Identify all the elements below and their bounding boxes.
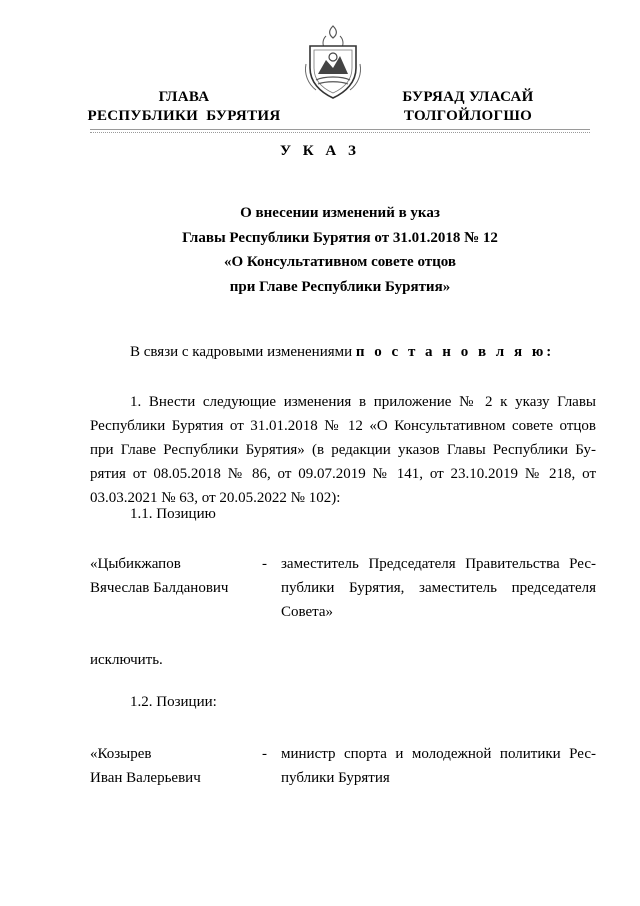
- exclude-text: исключить.: [90, 652, 163, 668]
- coat-of-arms-buryatia-icon: [302, 24, 364, 100]
- preamble: [90, 340, 596, 364]
- item-1-paragraph: [90, 390, 596, 510]
- name-line: «Козырев: [90, 746, 152, 762]
- role-line: Совета»: [281, 604, 334, 620]
- paragraph-line: 1. Внести следующие изменения в приложение № 2 к указу Главы: [130, 394, 596, 410]
- authority-name-buryat: [388, 88, 548, 126]
- title-line: «О Консультативном совете отцов: [223, 254, 456, 270]
- role-line: министр спорта и молодежной политики Рес-: [281, 746, 596, 762]
- name-line: «Цыбикжапов: [90, 556, 181, 572]
- paragraph-line: 03.03.2021 № 63, от 20.05.2022 № 102):: [90, 490, 341, 506]
- title-line: при Главе Республики Бурятия»: [229, 278, 451, 295]
- document-type: У К А З: [280, 143, 360, 159]
- name-line: Иван Валерьевич: [90, 770, 201, 786]
- paragraph-line: Республики Бурятия от 31.01.2018 № 12 «О Консультативном совете отцов: [90, 418, 596, 434]
- person-name: [90, 552, 260, 600]
- subitem-1-2: 1.2. Позиции:: [130, 694, 217, 710]
- authority-line: РЕСПУБЛИКИ БУРЯТИЯ: [87, 108, 281, 124]
- person-role: [281, 742, 596, 790]
- paragraph-line: при Главе Республики Бурятия» (в редакции указов Главы Республики Бу-: [90, 442, 596, 458]
- header-divider: [90, 129, 590, 130]
- entry-dash: -: [262, 746, 267, 762]
- role-line: публики Бурятия, заместитель председателя: [281, 580, 596, 596]
- document-title: [90, 201, 590, 299]
- paragraph-line: рятия от 08.05.2018 № 86, от 09.07.2019 № 141, от 23.10.2019 № 218, от: [90, 466, 596, 482]
- title-line: Главы Республики Бурятия от 31.01.2018 № 12: [182, 229, 498, 246]
- subitem-1-1: 1.1. Позицию: [130, 506, 216, 522]
- preamble-emphasis: п о с т а н о в л я ю:: [355, 344, 555, 360]
- header-divider-dotted: [90, 132, 590, 133]
- preamble-text: В связи с кадровыми изменениями: [130, 344, 356, 360]
- authority-name-russian: [84, 88, 284, 126]
- authority-line: ГЛАВА: [158, 89, 210, 105]
- role-line: заместитель Председателя Правительства Рес-: [281, 556, 596, 572]
- title-line: О внесении изменений в указ: [240, 205, 440, 221]
- entry-dash: -: [262, 556, 267, 572]
- authority-line: БУРЯАД УЛАСАЙ: [402, 89, 534, 105]
- person-role: [281, 552, 596, 624]
- person-name: [90, 742, 260, 790]
- role-line: публики Бурятия: [281, 770, 390, 786]
- name-line: Вячеслав Балданович: [90, 580, 229, 596]
- authority-line: ТОЛГОЙЛОГШО: [403, 108, 533, 124]
